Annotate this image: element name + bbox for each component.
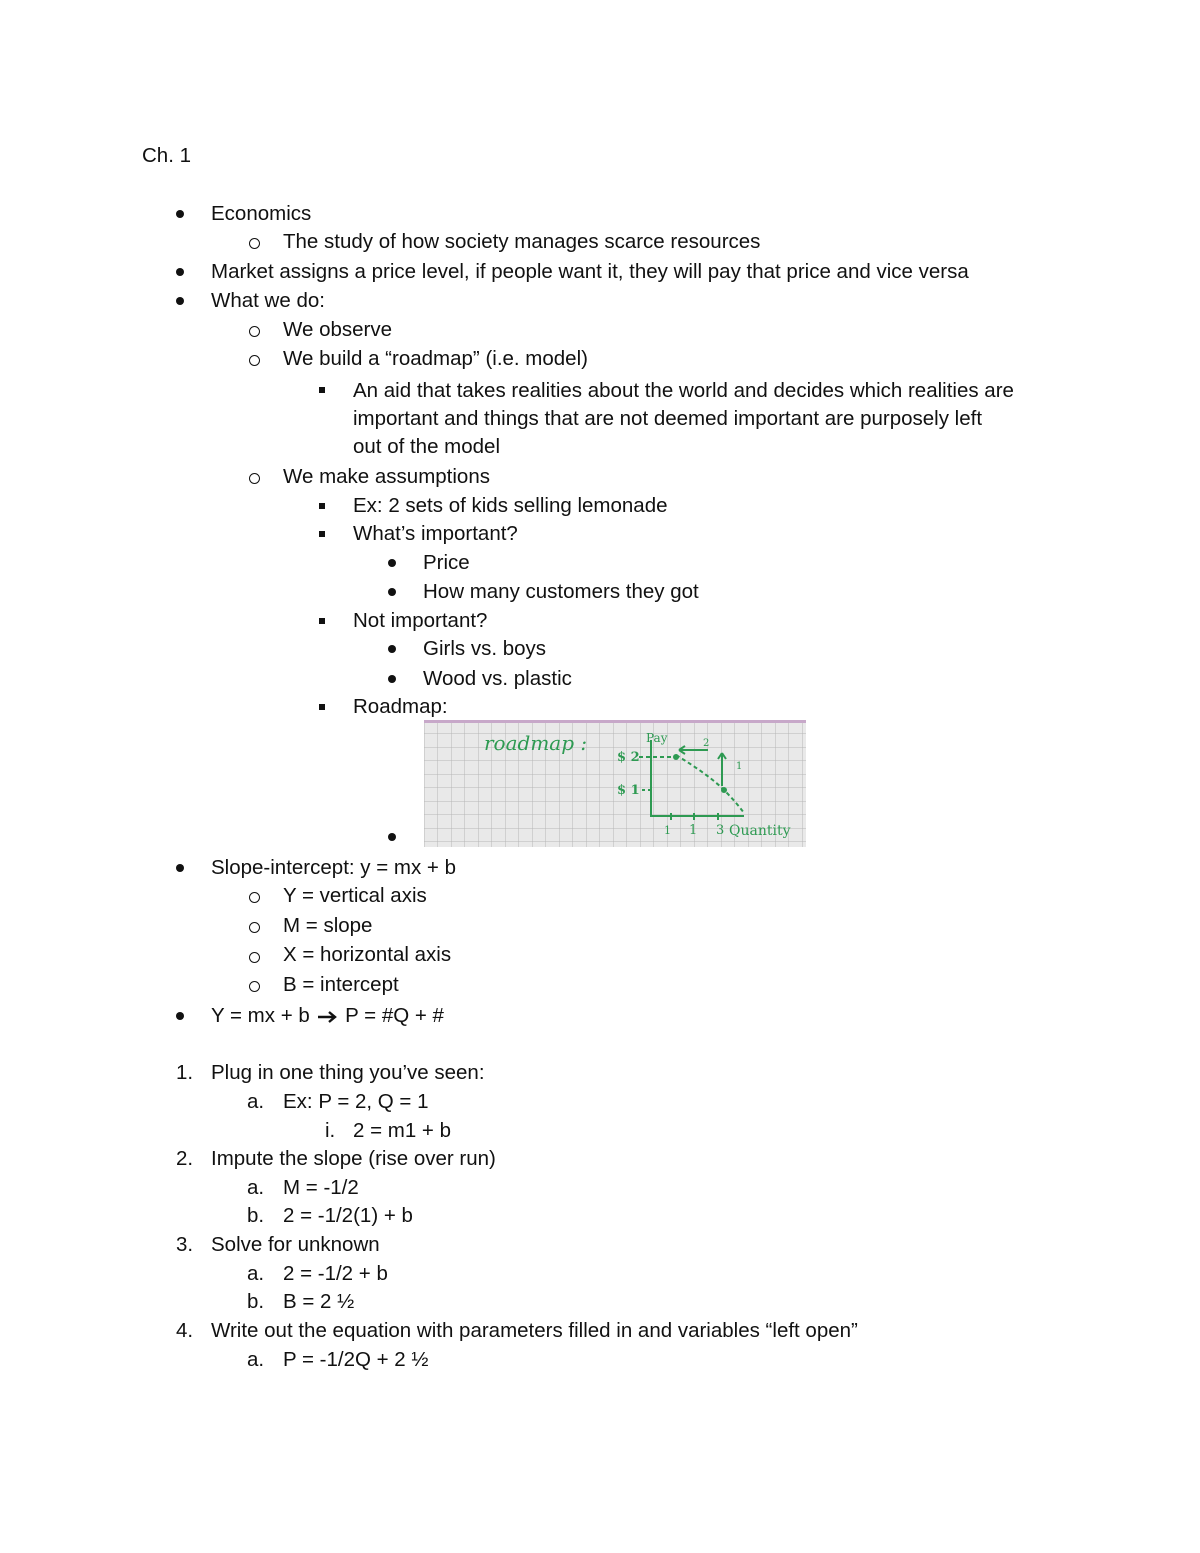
bullet-icon xyxy=(388,833,396,841)
circle-bullet-icon xyxy=(249,922,260,933)
circle-bullet-icon xyxy=(249,238,260,249)
sketch-run-label: 2 xyxy=(703,738,710,749)
square-bullet-icon xyxy=(319,618,325,624)
substep-item: 2 = -1/2(1) + b xyxy=(283,1204,413,1227)
step-number: 4. xyxy=(176,1319,194,1342)
step-number: 3. xyxy=(176,1233,194,1256)
list-item: Roadmap: xyxy=(353,695,448,718)
list-item: Ex: 2 sets of kids selling lemonade xyxy=(353,494,668,517)
list-item: Market assigns a price level, if people want it, they will pay that price and vice versa xyxy=(211,260,969,283)
sketch-tick-2: $ 2 xyxy=(617,750,640,765)
substep-letter: a. xyxy=(247,1348,265,1371)
bullet-icon xyxy=(388,559,396,567)
substep-letter: b. xyxy=(247,1290,265,1313)
step-item: Impute the slope (rise over run) xyxy=(211,1147,496,1170)
substep-item: M = -1/2 xyxy=(283,1176,359,1199)
photo-edge xyxy=(424,720,806,723)
circle-bullet-icon xyxy=(249,892,260,903)
list-item: Y = vertical axis xyxy=(283,884,427,907)
square-bullet-icon xyxy=(319,531,325,537)
list-item-continuation: out of the model xyxy=(353,435,501,458)
list-item: Slope-intercept: y = mx + b xyxy=(211,856,456,879)
sketch-point-a xyxy=(673,754,679,760)
bullet-icon xyxy=(388,675,396,683)
sketch-rise-label: 1 xyxy=(736,761,743,772)
circle-bullet-icon xyxy=(249,355,260,366)
sketch-x-label: Quantity xyxy=(729,823,791,839)
circle-bullet-icon xyxy=(249,326,260,337)
list-item: The study of how society manages scarce resources xyxy=(283,230,761,253)
sketch-point-b xyxy=(721,787,727,793)
bullet-icon xyxy=(176,210,184,218)
list-item: An aid that takes realities about the world and decides which realities are xyxy=(353,379,1014,402)
circle-bullet-icon xyxy=(249,981,260,992)
list-item: How many customers they got xyxy=(423,580,699,603)
arrow-right-icon xyxy=(315,1009,339,1025)
list-item: We make assumptions xyxy=(283,465,490,488)
sketch-x-tick-3: 3 xyxy=(716,823,725,838)
bullet-icon xyxy=(176,268,184,276)
list-item: B = intercept xyxy=(283,973,399,996)
circle-bullet-icon xyxy=(249,952,260,963)
list-item: Not important? xyxy=(353,609,488,632)
equation-right: P = #Q + # xyxy=(345,1004,444,1027)
bullet-icon xyxy=(176,864,184,872)
bullet-icon xyxy=(176,1012,184,1020)
list-item: X = horizontal axis xyxy=(283,943,452,966)
substep-item: Ex: P = 2, Q = 1 xyxy=(283,1090,429,1113)
chapter-heading: Ch. 1 xyxy=(142,144,191,167)
step-number: 2. xyxy=(176,1147,194,1170)
step-item: Write out the equation with parameters filled in and variables “left open” xyxy=(211,1319,858,1342)
substep-letter: a. xyxy=(247,1262,265,1285)
sketch-x-tick-1b: 1 xyxy=(689,823,698,838)
substep-letter: b. xyxy=(247,1204,265,1227)
roadmap-sketch-image xyxy=(424,720,806,847)
sketch-y-label: Pay xyxy=(646,731,668,745)
list-item-continuation: important and things that are not deemed important are purposely left xyxy=(353,407,983,430)
list-item xyxy=(211,1002,444,1030)
square-bullet-icon xyxy=(319,704,325,710)
bullet-icon xyxy=(176,297,184,305)
equation-left: Y = mx + b xyxy=(211,1004,310,1027)
sketch-title: roadmap : xyxy=(484,731,588,755)
substep-letter: a. xyxy=(247,1090,265,1113)
subsubstep-item: 2 = m1 + b xyxy=(353,1119,452,1142)
list-item: What’s important? xyxy=(353,522,518,545)
list-item: M = slope xyxy=(283,914,373,937)
substep-item: P = -1/2Q + 2 ½ xyxy=(283,1348,429,1371)
substep-letter: a. xyxy=(247,1176,265,1199)
list-item: Girls vs. boys xyxy=(423,637,547,660)
step-item: Solve for unknown xyxy=(211,1233,380,1256)
substep-item: B = 2 ½ xyxy=(283,1290,355,1313)
circle-bullet-icon xyxy=(249,473,260,484)
bullet-icon xyxy=(388,645,396,653)
list-item: Economics xyxy=(211,202,312,225)
square-bullet-icon xyxy=(319,387,325,393)
list-item: What we do: xyxy=(211,289,325,312)
subsubstep-numeral: i. xyxy=(325,1119,336,1142)
square-bullet-icon xyxy=(319,503,325,509)
list-item: Price xyxy=(423,551,470,574)
step-item: Plug in one thing you’ve seen: xyxy=(211,1061,485,1084)
list-item: We build a “roadmap” (i.e. model) xyxy=(283,347,588,370)
sketch-x-tick-1: 1 xyxy=(664,824,671,837)
sketch-tick-1: $ 1 xyxy=(617,783,640,798)
list-item: Wood vs. plastic xyxy=(423,667,572,690)
step-number: 1. xyxy=(176,1061,194,1084)
substep-item: 2 = -1/2 + b xyxy=(283,1262,388,1285)
bullet-icon xyxy=(388,588,396,596)
list-item: We observe xyxy=(283,318,393,341)
